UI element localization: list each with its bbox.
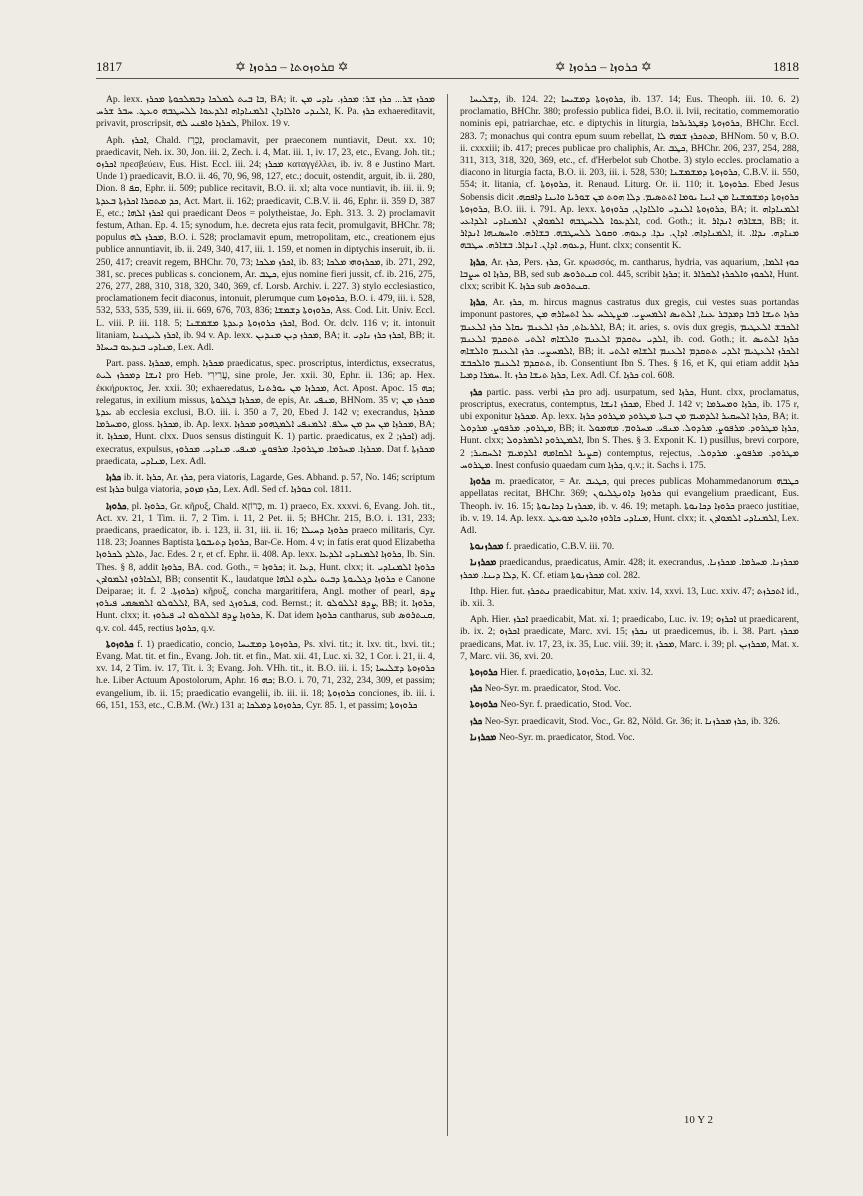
dictionary-entry <box>460 297 799 382</box>
entry-headword: ܟܪܘܙܘܬܐ <box>106 638 134 650</box>
dictionary-entry <box>460 476 799 537</box>
entry-headword: ܟܪܙܐ <box>106 472 122 484</box>
dictionary-entry <box>460 387 799 472</box>
entry-text: ib. it. ܟܪܙܐ, Ar. ܟܪܙ, pera viatoris, Lagarde, Ges. Abhand. p. 57, No. 146; scriptum est ܟܪܙܐ bulga viatoria, ܟܪܙ ܡܙܘܕ, Lex. Adl. Sed cf. ܟܘܪܙܐ col. 1811. <box>96 472 435 496</box>
dictionary-entry <box>460 557 799 581</box>
entry-headword: ܟܪܙ <box>470 386 483 398</box>
running-title-left: ✡ ܩܪܘܙܘܬܐ – ܟܪܘܙܐ ✡ <box>234 59 349 74</box>
entry-text: f. 1) praedicatio, concio, ܟܪܘܙܘܬܐ ܕܡܫܝܚܐ, Ps. xlvi. tit.; it. lxv. tit., lxvi. tit.; Evang. Mat. tit. et fin., Evang. Joh. tit. et fin., Mat. xii. 41, Luc. xi. 32, 1 Cor. i. 21, ii. 4, xv. 14, 2 Tim. iv. 17, Tit. i. 3; Evang. Joh. VHh. tit., it. B.O. iii. i. 15; ܟܪܘܙܘܬܐ ܕܫܠܝܚܐ h.e. Liber Actuum Apostolorum, Aphr. ܟܗ 16; B.O. i. 70, 71, 232, 234, 309, et passim; evangelium, ib. ii. 15; praedicatio evangelii, ib. iii. ii. 18; ܟܪܘܙܘܬܐ conciones, ib. iii. i. 66, 151, 153, etc., C.B.M. (Wr.) 131 a; ܟܪܘܙܘܬܐ ܕܡܠܟܐ, Cyr. 85. 1, et passim; ܟܪܘܙܘܬܐ <box>96 638 435 711</box>
entry-text: Part. pass. ܡܟܪܙܐ, emph. ܡܟܪܙܐ praedicatus, spec. proscriptus, interdictus, exsecratus, ܐܢܫܐ ܕܡܟܪܙ ܠܝܬ pro Heb. עֲרִירִי, sine prole, Jer. xxii. 30, Ephr. ii. 136; ap. Hex. ἐκκήρυκτος, Jer. xxii. 30; exhaeredatus, ܡܟܪܙܐ ܡܢ ܝܘܪܬܢܐ, Act. Apost. Apoc. ܟܗ 15; relegatus, in exilium missus, ܡܟܪܙܐ ܒܓܠܘܬܐ, de epis, Ar. ܡܢܦܝ, BHNom. 35 v; ܡܟܪܙ ܡܢ ܥܕܬܐ ab ecclesia exclusi, B.O. iii. i. 350 a 7, 20, Ebed J. 142 v; execrandus, ܡܟܪܙܐ ܘܡܚܪܡܐ, gloss. ܡܟܪܙܐ, ib. Ap. lexx. ܡܟܪܙܐ ܡܢ ܚܕ ܡܢ ܚܠܦ. ܐܠܡܢܦܝ ܐܠܡܓܗܘܕ ܡܟܪܙܐ, BA; it. ܡܟܪܙܐ, Hunt. clxx. Duos sensus distinguit K. 1) partic. praedicatus, ex ܐܟܪܙ; 2) adj. execratus, expulsus, ܡܟܪܙܐ. ܡܚܪܡܐ. ܡܛܪܘܕܐ. ܡܪܦܘܨ. ܡܢܦܝ. ܡܢܐܕܝ. ܡܟܪܘܙ. Dat f. ܡܟܪܙܬܐ praedicata, ܡܢܐܕܝ, Lex. Adl. <box>96 358 435 467</box>
dictionary-entry <box>460 716 799 728</box>
entry-text: Ithp. Hier. fut. ܢܬܟܪܙ praedicabitur, Mat. xxiv. 14, xxvi. 13, Luc. xxiv. 47; ܐܬܟܪܙܬ id., ib. xii. 3. <box>460 585 799 609</box>
entry-headword: ܡܟܪܙܢܐ <box>470 557 497 569</box>
dictionary-entry <box>460 614 799 663</box>
dictionary-entry <box>96 358 435 468</box>
entry-headword: ܟܪܙܐ <box>470 297 486 309</box>
dictionary-entry <box>460 541 799 553</box>
entry-text: ܕܫܠܝܚܐ, ib. 124. 22; ܟܪܘܙܘܬܐ ܕܡܫܝܚܐ, ib. 137. 14; Eus. Theoph. iii. 10. 6. 2) proclamatio, BHChr. 380; professio publica fidei, B.O. ii. lvii, recitatio, commemoratio nominis epi, patriarchae, etc. e diptychis in liturgia, ܟܪܘܙܘܬܐ ܕܦܛܪܝܪܟܐ, BHChr. Eccl. 283. 7; monachus qui contra epum suum rebellat, ܡܬܟܪܙ ܫܡܗ ܠܐ, BHNom. 50 v, B.O. ii. cxxxiii; ib. 417; preces publicae pro chaliphis, Ar. ܟܛܒ, BHChr. 206, 237, 254, 288, 311, 313, 318, 320, 369, etc., cf. d'Herbelot sub Chotbe. 3) stylo eccles. proclamatio a diacono in liturgia facta, B.O. ii. 203, iii. i. 528, 530; ܟܪܘܙܘܬܐ ܕܡܫܡܫܢܐ, C.B.V. ii. 550, 554; it. litania, cf. ܟܪܘܙܘܬܐ, it. Renaud. Liturg. Or. ii. 110; it. ܟܪܘܙܘܬܐ. Ebed Jesus Sobensis dicit ܟܪܘܙܘܬܐ ܕܡܫܡܫܢܐ ܡܢ ܐܝܢܐ ܝܘܡܐ ܐܬܬܣܝܡ. ܕܠܐ ܗܘܬ ܡܢ ܫܘܪܝܐ ܘܐܝܢܐ ܕܐܦܩܗ. ܟܪܘܙܘܬܐ, B.O. iii. i. 791. Ap. lexx. ܟܪܘܙܘܬܐ ܐܠܢܕܝ ܘܐܠܐܕܐܢ, ܟܪܘܙܘܬܐ, BA; it. ܐܠܡܢܐܕܐܗ ܐܠܕܥܘܐ ܠܠܚܛܒܗ ܐܠܡܘܐܕܢ ܐܠܡܢܐܕܝ ܐܠܕܐܥܝ, cod. Goth.; it. ܒܫܐܪܗ ܐܢܕܐܪ, BB; it. ܐܠܡܢܐܕܐܗ. ܐܕܐܢ. ܢܕܐ. ܕܥܘܗ. ܘܩܘܠ ܠܠܚܛܒܗ. ܒܫܐܪܗ. ܘܐܚܣܢܗܐ ܐܢܕܐܪ, it. ܡܢܐܕܗ. ܢܕܐܐ. ܕܥܘܗ. ܐܕܐܢ. ܐܢܕܐܪ. ܒܫܐܪܗ. ܚܛܒܗ, Hunt. clxx; consentit K. <box>460 94 799 252</box>
dictionary-entry <box>460 257 799 294</box>
column-divider <box>447 94 448 1136</box>
entry-text: , pl. ܟܪܘܙܐ, Gr. κῆρυξ, Chald. כָּרוֹזָא, m. 1) praeco, Ex. xxxvi. 6, Evang. Joh. tit., Act. xv. 21, 1 Tim. ii. 7, 2 Tim. i. 11, 2 Pet. ii. 5; BHChr. 215, B.O. i. 131, 233; praedicans, praedicator, ib. i. 123, ii. 31, iii. ii. 16; ܟܪܘܙܐ ܕܚܝܠܐ praeco militaris, Cyr. 118. 23; Joannes Baptista ܟܪܘܙܐ ܕܬܝܒܘܬܐ, Bar-Ce. Hom. 4 v; in fatis erat quod Elizabetha ܬܐܠܕ ܠܟܪܘܙܐ, Jac. Edes. 2 r, et cf. Ephr. ii. 408. Ap. lexx. ܟܪܘܙܐ ܐܠܡܢܐܕܝ ܐܠܕܥܐ, Ib. Sin. Thes. § 8, addit ܟܪܘܙܐ, BA. cod. Goth., = ܟܪܘܙܐ; it. ܕܥܐ, Hunt. clxx; it. ܟܪܘܙܐ ܐܠܡܢܐܕܝ ܐܠܟܐܪܘܙ ܐܠܡܘܐܕܢ, BB; consentit K., laudatque ܟܪܘܙܐ ܕܓܠܝܘܬܐ ܕܒܝܬ ܝܠܕܬ ܐܠܗܐ e Canone Deiparae; it. f. ܟܪܘܙܬܐ. 2) κῆρυξ, concha margaritifera, Angl. mother of pearl, ܨܕܦ ܐܠܠܘܠܘ ܐܠܡܣܡܝ ܦܝܪܘܙ, BA, sed ܦܝܪܘܙܓ, cod. Bernst.; it. ܨܕܦ ܐܠܠܘܠܘ, BB; it. ܟܪܘܙܐ, Hunt. clxx; it. ܟܪܘܙܐ ܨܕܦ ܐܠܠܘܠܘ ܐܝ ܦܝܪܘܙ, K. Dat idem ܟܪܘܙܐ cantharus, sub ܩܢܬܪܘܣ, q.v. col. 445, rectius ܟܪܘܙܐ, q.v. <box>96 500 435 634</box>
dictionary-entry <box>460 667 799 679</box>
dictionary-entry <box>96 135 435 355</box>
dictionary-entry <box>460 683 799 695</box>
entry-text: f. praedicatio, C.B.V. iii. 70. <box>503 541 615 553</box>
page-number-right: 1818 <box>773 59 799 74</box>
entry-text: Hier. f. praedicatio, ܟܪܘܙܘܬܐ, Luc. xi. 32. <box>497 666 654 678</box>
entry-text: Neo-Syr. f. praedicatio, Stod. Voc. <box>497 699 632 711</box>
column-left <box>96 94 435 1136</box>
entry-text: Aph. Hier. ܐܟܪܙ praedicabit, Mat. xi. 1; praedicabo, Luc. iv. 19; ܐܟܪܙܘ ut praedicarent, ib. ix. 2; ܐܟܪܙܘ praedicate, Marc. xvi. 15; ܢܟܪܙ ut praedicemus, ib. i. 38. Part. ܡܟܪܙ praedicans, Mat. iv. 17, 23, ix. 35, Luc. viii. 39; it. ܡܟܪܙ, Marc. i. 39; pl. ܡܟܪܙܝܢ, Mat. x. 7, Marc. vii. 36, xvi. 20. <box>460 614 799 662</box>
entry-headword: ܡܟܪܙܢܐ <box>470 731 497 743</box>
dictionary-entry <box>460 699 799 711</box>
entry-headword: ܟܪܙ <box>470 683 483 695</box>
entry-text: praedicandus, praedicatus, Amir. 428; it. execrandus, ܡܟܪܙܢܐ. ܡܚܪܡܐ. ܡܟܪܙܢܐ. ܕܠܐ ܕܝܢܐ. ܡܟܪܙ, K. Cf. etiam ܡܟܪܙܢܘܬܐ col. 282. <box>460 557 799 581</box>
entry-text: partic. pass. verbi ܟܪܙ pro adj. usurpatum, sed ܟܪܙܐ, Hunt. clxx, proclamatus, proscriptus, execratus, contemptus, ܡܟܪܙ ܐܢܫܐ, Ebed J. 142 v; ܟܪܙܐ ܘܡܚܪܡܐ, ib. 175 r, ubi exponitur ܡܟܪܙܐ. Ap. lexx. ܟܪܙܐ ܐܠܚܩܝܪ ܐܠܕܡܝܡ ܡܢ ܒܝܬܐ ܡܛܪܘܕ ܡܛܪܘܕ ܟܪܙܐ, BA; it. ܡܛܪܘܕ. ܡܪܦܘܨ. ܡܪܕܘܠ, BB; it. ܟܪܙܐ ܡܛܪܘܕ. ܡܪܦܘܨ. ܡܪܕܘܠ. ܡܢܦܝ. ܡܚܪܘܡ. ܡܗܡܘܠ, Hunt. clxx; ܐܠܡܛܪܘܕ ܐܠܡܪܕܘܠ, Ibn S. Thes. § 3. Exponit K. 1) pusillus, brevi corpore, ܩܨܝܪ ܐܠܩܐܡܗ ܐܠܕܡܝܡ ܐܠܚܩܝܪ; 2) contemptus, rejectus, ܡܛܪܘܕ. ܡܪܦܘܨ. ܡܪܕܘܠ. ܡܛܪܘܚ. Inest confusio quaedam cum ܟܪܙܐ, q.v.; it. Sachs i. 175. <box>460 386 799 471</box>
entry-headword: ܟܪܘܙܘܬܐ <box>470 699 498 711</box>
running-title-right: ✡ ܟܪܘܙܐ – ܟܪܘܙܐ ✡ <box>554 59 652 74</box>
entry-headword: ܟܪܘܙܐ <box>470 476 491 488</box>
dictionary-entry <box>460 732 799 744</box>
entry-text: Neo-Syr. m. praedicator, Stod. Voc. <box>482 683 621 695</box>
dictionary-entry <box>96 94 435 131</box>
dictionary-entry <box>460 94 799 253</box>
entry-headword: ܟܪܙܐ <box>470 256 486 268</box>
entry-headword: ܟܪܙ <box>470 715 483 727</box>
entry-text: m. praedicator, = Ar. ܟܛܝܒ, qui preces publicas Mohammedanorum ܟܛܒܗ appellatas recitat, BHChr. 369; ܟܪܘܙܐ ܕܐܘܢܓܠܝܘܢ qui evangelium praedicant, Eus. Theoph. iv. 16. 15; ܡܟܪܙܢܐ ܕܟܐܢܘܬܐ, ib. v. 46. 19; metaph. ܟܪܘܙܐ ܕܟܐܢܘܬܐ praeco justitiae, ib. v. 19. 14. Ap. lexx. ܡܢܐܕܝ ܟܐܪܘܙ ܘܐܥܛ ܡܘܥܛ, Hunt. clxx; it. ܐܠܡܢܐܕܝ ܐܠܡܘܐܕܢ, Lex. Adl. <box>460 476 799 536</box>
entry-text: , Ar. ܟܪܙ, Pers. ܟܪܙ, Gr. κρωσσός, m. cantharus, hydria, vas aquarium, ܟܘܙ ܐܠܡܐ, ܟܪܙܐ ܐܘ ܚܨܒܐ, BB, sed sub ܩܢܬܪܘܣ col. 445, scribit ܟܪܙܐ; it. ܐܠܟܘܙ ܘܐܠܟܪܙ ܐܠܩܪܐܪ, Hunt. clxx; scribit K. ܟܪܙܐ sub ܩܢܬܪܘܣ. <box>460 256 799 293</box>
dictionary-entry <box>96 472 435 496</box>
dictionary-entry <box>96 501 435 635</box>
dictionary-entry <box>460 586 799 610</box>
entry-text: , Ar. ܟܪܙ, m. hircus magnus castratus dux gregis, cui vestes suas portandas imponunt pastores, ܟܪܙܐ ܬܝܫܐ ܪܒܐ ܕܡܕܒܪ ܥܢܐ, ܐܠܬܝܣ ܐܠܡܚܨܝ. ܡܨܛܠܚ ܥܠ ܐܬܚܐܪܗ ܡܢ ܐܠܪܥܐܬ, ܟܪܙ ܐܠܥܢܡ ܝܩܐܠ ܟܪܙ ܐܠܥܢܡ, BA; it. aries, s. ovis dux gregis, ܐܠܟܒܫ ܐܠܥܛܝܡ ܐܠܕܝ ܝܬܩܕܡ ܐܠܥܢܡ ܘܐܠܫܐܗ ܐܠܬܝ ܬܬܩܕܡ ܐܠܥܢܡ, ib. cod. Goth.; it. ܟܪܙܐ ܐܠܬܝܣ ܐܠܡܚܨܝ. ܟܪܙ ܐܠܥܢܡ ܘܐܠܫܐܗ, BB; it. ܐܠܟܪܙ ܐܠܥܛܝܡ ܐܠܕܝ ܬܬܩܕܡ ܐܠܥܢܡ ܐܠܫܐܗ ܐܠܬܝ ܬܬܩܕܡ ܐܠܥܢܡ ܘܐܠܟܒܫ, ib. Consentiunt Ibn S. Thes. § 16, et K, qui etiam addit ܟܪܙܐ ܚܡܪܐ ܕܡܝܐ. It. ܟܪܙܐ ܬܝܫܐ ܟܪܙ, Lex. Adl. Cf. ܟܪܙܐ col. 608. <box>460 297 799 382</box>
page-header <box>96 56 799 79</box>
entry-headword: ܟܪܘܙܘܬܐ <box>470 666 498 678</box>
entry-text: Neo-Syr. m. praedicator, Stod. Voc. <box>496 731 635 743</box>
column-right <box>460 94 799 1136</box>
signature-mark: 10 Y 2 <box>683 1114 713 1126</box>
text-columns <box>96 94 799 1136</box>
entry-headword: ܡܟܪܙܢܘܬܐ <box>470 541 504 553</box>
dictionary-entry <box>96 639 435 712</box>
entry-text: Neo-Syr. praedicavit, Stod. Voc., Gr. 82, Nöld. Gr. 36; it. ܟܪܙ ܡܟܪܙܢܐ, ib. 326. <box>482 715 781 727</box>
entry-text: Ap. lexx. ܒܐ ܒܝܬ ܠܡܠܟܐ ܕܒܡܠܟܘܬܐ ܡܟܪܙ, BA; it. ܡܟܪܙ ܫܪ... ܟܪܙ ܫܪ: ܡܟܪܙ. ܢܐܕܝ ܡܢ ܐܠܢܕܝ ܘܐܠܐܕܐܢ ܐܠܡܢܐܕܐܗ ܐܠܕܥܘܐ ܠܠܚܛܒܗ ܘܥܛ. ܚܒܪ ܫܪܚ, K. Pa. ܟܪܙ exhaereditavit, privavit, proscripsit, ܠܟܪܙܐ ܘܐܦܢܝ ܠܗ, Philox. 19 v. <box>96 94 435 130</box>
entry-headword: ܟܪܘܙܐ <box>106 500 127 512</box>
page-number-left: 1817 <box>96 59 122 74</box>
entry-text: Aph. ܐܟܪܙ, Chald. ܐַכְרֵז, proclamavit, per praeconem nuntiavit, Deut. xx. 10; praedicavit, Neh. ix. 30, Jon. iii. 2, Zech. i. 4, Mat. iii. 1, iv. 17, 23, etc., Evang. Joh. tit.; ܐܟܪܙܘ πρεσβεύειν, Eus. Hist. Eccl. iii. 24; ܡܟܪܙ καταγγέλλει, ib. iv. 8 e Justino Mart. Unde 1) praedicavit, B.O. ii. 46, 70, 96, 98, 127, etc.; docuit, ostendit, arguit, ib. ii. 280, Dion. ܩܦ 8, Ephr. ii. 509; publice recitavit, B.O. ii. xl; alta voce nuntiavit, ib. iii. ii. 9; ܟܕ ܡܬܩܪܐ ܐܟܪܙܬܐ ܒܥܕܬܐ, Act. Mart. ii. 162; praedicavit, C.B.V. ii. 46, Ephr. ii. 359 D, 387 E, etc.; ܐܟܪܙ ܐܠܗܐ qui praedicant Deos = polytheistae, Jo. Eph. 313. 3. 2) proclamavit festum, Athan. Ep. 4. 15; synodum, h.e. decreta ejus rata fecit, promulgavit, BHChr. 78; populus ܡܟܪܙ ܠܗ, B.O. i. 528; proclamavit epum, metropolitam, etc., creationem ejus publice annuntiavit, ib. ii. 249, 340, 417, iii. 1. 159, et nomen in diptychis inseruit, ib. ii. 250, 417; creavit regem, BHChr. 70, 73; ܐܟܪܙ ܡܠܟܐ, ib. 83; ܡܟܪܙܘܗܝ ܡܠܟܐ, ib. 271, 292, 381, sc. preces publicas s. concionem, Ar. ܟܛܒ, ejus nomine fieri jussit, cf. ib. 216, 275, 276, 277, 288, 310, 318, 320, 340, 369, cf. Lorsb. Archiv. i. 227. 3) stylo ecclesiastico, proclamationem fecit diaconus, intonuit, plerumque cum ܟܪܘܙܘܬܐ, B.O. i. 479, iii. i. 528, 532, 533, 535, 539, iii. ii. 669, 676, 703, 836; ܟܪܘܙܘܬܐ ܕܫܡܫܐ, Ass. Cod. Lit. Univ. Eccl. L. viii. P. iii. 118. 5; ܐܟܪܙ ܟܪܘܙܘܬܐ ܕܥܕܬܐ ܡܫܡܫܢܐ, Bod. Or. dclv. 116 v; it. intonuit litaniam, ܐܟܪܙ ܠܝܛܢܝܐ, ib. 94 v. Ap. lexx. ܡܟܪܙ ܕܝܢ ܡܢܕܝܢ, BA; it. ܐܟܪܙ ܟܪܙ ܢܐܕܝ, BB; it. ܡܢܐܕܝ ܒܝܕܥܘ ܒܝܚܐܪ, Lex. Adl. <box>96 134 435 354</box>
